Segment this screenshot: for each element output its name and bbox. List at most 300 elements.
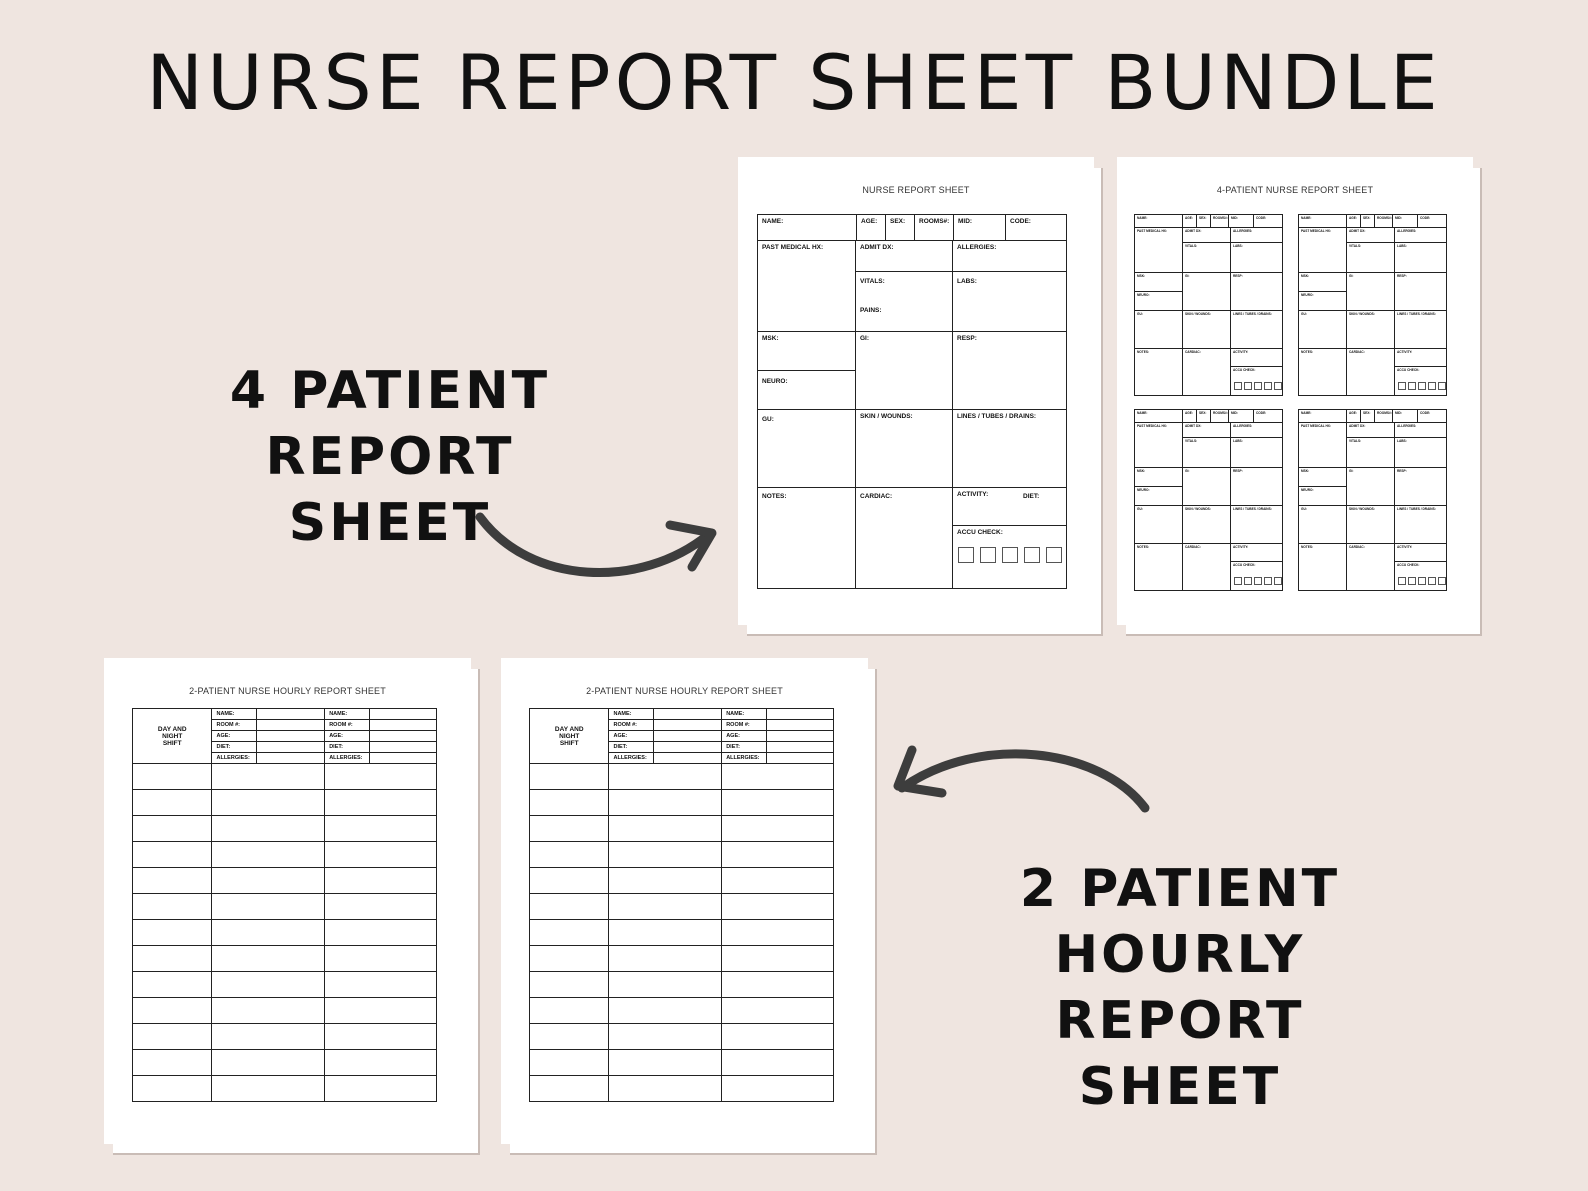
mini-report-grid (1134, 409, 1283, 591)
time-cell (133, 894, 212, 920)
code-cell (1005, 214, 1067, 241)
mini-code-cell: CODE: (1417, 409, 1447, 423)
field-value (654, 742, 722, 753)
table-row (133, 946, 437, 972)
patient-2-cell (722, 920, 834, 946)
mini-cardiac-cell: CARDIAC: (1346, 348, 1395, 396)
mini-gi-cell: GI: (1182, 467, 1231, 506)
table-row (133, 894, 437, 920)
mini-accu-cell: ACCU CHECK: (1230, 366, 1283, 396)
mini-activity-cell: ACTIVITY: (1394, 348, 1447, 367)
mini-admit-cell: ADMIT DX: (1346, 422, 1395, 438)
table-row (530, 1050, 834, 1076)
mini-rooms-cell: ROOMS#: (1374, 214, 1393, 228)
mini-mid-cell: MID: (1392, 214, 1418, 228)
patient-1-cell (609, 998, 722, 1024)
checkbox (1024, 547, 1040, 563)
neuro-cell (757, 370, 856, 410)
caption-2-patient-hourly (920, 856, 1440, 1120)
shift-label: DAY AND NIGHT SHIFT (530, 709, 609, 764)
mini-cardiac-cell: CARDIAC: (1182, 543, 1231, 591)
mini-msk-cell: MSK: (1134, 272, 1183, 292)
field-label: ROOM #: (212, 720, 257, 731)
patient-1-cell (212, 998, 325, 1024)
field-value (654, 709, 722, 720)
field-label: AGE: (609, 731, 654, 742)
hourly-table (529, 708, 834, 1102)
time-cell (133, 1024, 212, 1050)
time-cell (530, 998, 609, 1024)
field-label: ALLERGIES: (325, 753, 370, 764)
field-label: NAME: (609, 709, 654, 720)
mini-activity-cell: ACTIVITY: (1230, 543, 1283, 562)
patient-1-cell (212, 946, 325, 972)
table-row (133, 790, 437, 816)
table-row (133, 1050, 437, 1076)
sheet-title: 2-PATIENT NURSE HOURLY REPORT SHEET (189, 686, 386, 696)
field-label: ALLERGIES: (722, 753, 767, 764)
time-cell (133, 998, 212, 1024)
patient-1-cell (212, 1024, 325, 1050)
table-row (133, 1024, 437, 1050)
sex-cell (885, 214, 915, 241)
patient-1-cell (212, 1050, 325, 1076)
mini-msk-cell: MSK: (1134, 467, 1183, 487)
table-row (530, 894, 834, 920)
field-label: ROOM #: (722, 720, 767, 731)
mini-sex-cell: SEX: (1196, 214, 1211, 228)
mini-labs-cell: LABS: (1230, 437, 1283, 468)
mini-report-grid (1134, 214, 1283, 396)
time-cell (530, 1024, 609, 1050)
table-row (133, 998, 437, 1024)
field-label: AGE: (722, 731, 767, 742)
patient-1-cell (609, 894, 722, 920)
mini-msk-cell: MSK: (1298, 272, 1347, 292)
mini-pmh-cell: PAST MEDICAL HX: (1134, 227, 1183, 273)
nurse-report-sheet (738, 157, 1094, 625)
mini-lines-cell: LINES / TUBES / DRAINS: (1230, 310, 1283, 349)
patient-2-cell (325, 1024, 437, 1050)
table-row (133, 816, 437, 842)
skin-cell (855, 409, 953, 488)
field-value (370, 709, 437, 720)
checkbox (1418, 577, 1426, 585)
patient-1-cell (212, 972, 325, 998)
checkbox (1428, 382, 1436, 390)
table-row (530, 998, 834, 1024)
mini-lines-cell: LINES / TUBES / DRAINS: (1230, 505, 1283, 544)
field-value (654, 720, 722, 731)
patient-1-cell (212, 816, 325, 842)
checkbox (1398, 382, 1406, 390)
checkbox (1234, 577, 1242, 585)
page-title: NURSE REPORT SHEET BUNDLE (146, 38, 1442, 127)
mini-rooms-cell: ROOMS#: (1210, 214, 1229, 228)
patient-1-cell (212, 842, 325, 868)
patient-1-cell (212, 764, 325, 790)
patient-2-cell (722, 868, 834, 894)
field-value (257, 742, 325, 753)
mini-code-cell: CODE: (1417, 214, 1447, 228)
patient-1-cell (609, 972, 722, 998)
mini-skin-cell: SKIN / WOUNDS: (1182, 505, 1231, 544)
field-label: NAME: (722, 709, 767, 720)
field-value (370, 731, 437, 742)
patient-1-cell (609, 868, 722, 894)
shift-label: DAY AND NIGHT SHIFT (133, 709, 212, 764)
patient-2-cell (325, 1050, 437, 1076)
allergies-cell (952, 240, 1067, 272)
time-cell (133, 946, 212, 972)
mini-labs-cell: LABS: (1394, 437, 1447, 468)
field-value (654, 731, 722, 742)
caption-line: HOURLY REPORT (1054, 925, 1306, 1051)
rooms-cell (914, 214, 954, 241)
patient-2-cell (722, 790, 834, 816)
field-value (767, 720, 834, 731)
mini-gi-cell: GI: (1182, 272, 1231, 311)
field-value (257, 753, 325, 764)
time-cell (133, 920, 212, 946)
caption-line: 4 PATIENT REPORT (229, 361, 551, 487)
label: RESP: (957, 335, 977, 342)
patient-2-cell (722, 1076, 834, 1102)
time-cell (133, 868, 212, 894)
field-label: ROOM #: (325, 720, 370, 731)
table-row (133, 920, 437, 946)
checkbox (1408, 382, 1416, 390)
patient-2-cell (325, 894, 437, 920)
field-value (654, 753, 722, 764)
time-cell (530, 1050, 609, 1076)
mini-admit-cell: ADMIT DX: (1182, 422, 1231, 438)
mini-activity-cell: ACTIVITY: (1230, 348, 1283, 367)
field-value (370, 753, 437, 764)
mini-skin-cell: SKIN / WOUNDS: (1346, 505, 1395, 544)
caption-line: 2 PATIENT (1019, 859, 1341, 919)
checkbox (1244, 577, 1252, 585)
admit-cell (855, 240, 953, 272)
mini-age-cell: AGE: (1182, 214, 1197, 228)
patient-1-cell (609, 764, 722, 790)
mini-neuro-cell: NEURO: (1134, 291, 1183, 311)
table-row (530, 1076, 834, 1102)
label: LABS: (957, 278, 977, 285)
mini-name-cell: NAME: (1298, 214, 1347, 228)
mini-name-cell: NAME: (1134, 214, 1183, 228)
mini-msk-cell: MSK: (1298, 467, 1347, 487)
patient-2-cell (325, 790, 437, 816)
patient-1-cell (212, 894, 325, 920)
table-row (530, 946, 834, 972)
field-label: ALLERGIES: (212, 753, 257, 764)
label: SKIN / WOUNDS: (860, 413, 913, 420)
mini-skin-cell: SKIN / WOUNDS: (1346, 310, 1395, 349)
patient-2-cell (722, 998, 834, 1024)
time-cell (530, 816, 609, 842)
field-value (767, 753, 834, 764)
mini-gi-cell: GI: (1346, 467, 1395, 506)
patient-2-cell (325, 868, 437, 894)
time-cell (530, 868, 609, 894)
checkbox (1398, 577, 1406, 585)
table-row (530, 816, 834, 842)
mini-rooms-cell: ROOMS#: (1374, 409, 1393, 423)
caption-line: SHEET (1078, 1057, 1282, 1117)
checkbox (1254, 577, 1262, 585)
patient-2-cell (722, 764, 834, 790)
field-value (767, 709, 834, 720)
patient-2-cell (722, 842, 834, 868)
label: CARDIAC: (860, 493, 893, 500)
four-patient-sheet (1117, 157, 1473, 625)
mini-mid-cell: MID: (1228, 409, 1254, 423)
accu-check-cell (952, 525, 1067, 589)
field-value (767, 742, 834, 753)
mini-vitals-cell: VITALS: (1346, 437, 1395, 468)
field-label: ALLERGIES: (609, 753, 654, 764)
time-cell (133, 1050, 212, 1076)
mini-labs-cell: LABS: (1230, 242, 1283, 273)
time-cell (530, 842, 609, 868)
sheet-title: 2-PATIENT NURSE HOURLY REPORT SHEET (586, 686, 783, 696)
field-label: ROOM #: (609, 720, 654, 731)
mini-lines-cell: LINES / TUBES / DRAINS: (1394, 505, 1447, 544)
time-cell (133, 764, 212, 790)
time-cell (133, 816, 212, 842)
patient-2-cell (722, 894, 834, 920)
mini-code-cell: CODE: (1253, 214, 1283, 228)
patient-2-cell (325, 998, 437, 1024)
field-label: DIET: (212, 742, 257, 753)
patient-2-cell (722, 1050, 834, 1076)
checkbox (1274, 382, 1282, 390)
label: NOTES: (762, 493, 787, 500)
mini-mid-cell: MID: (1392, 409, 1418, 423)
checkbox (958, 547, 974, 563)
checkbox (1274, 577, 1282, 585)
mini-gu-cell: GU: (1134, 505, 1183, 544)
checkbox (1418, 382, 1426, 390)
mini-pmh-cell: PAST MEDICAL HX: (1298, 227, 1347, 273)
resp-cell (952, 331, 1067, 410)
checkbox (1428, 577, 1436, 585)
mini-rooms-cell: ROOMS#: (1210, 409, 1229, 423)
patient-1-cell (609, 790, 722, 816)
mini-notes-cell: NOTES: (1134, 543, 1183, 591)
mini-allergies-cell: ALLERGIES: (1230, 227, 1283, 243)
mini-labs-cell: LABS: (1394, 242, 1447, 273)
mini-name-cell: NAME: (1134, 409, 1183, 423)
time-cell (530, 790, 609, 816)
patient-2-cell (325, 764, 437, 790)
mini-gu-cell: GU: (1134, 310, 1183, 349)
mini-notes-cell: NOTES: (1298, 348, 1347, 396)
time-cell (530, 946, 609, 972)
time-cell (133, 790, 212, 816)
mid-cell (953, 214, 1006, 241)
mini-code-cell: CODE: (1253, 409, 1283, 423)
patient-2-cell (325, 816, 437, 842)
checkbox (1438, 382, 1446, 390)
arrow-right-icon (470, 505, 730, 595)
checkbox (1046, 547, 1062, 563)
field-value (767, 731, 834, 742)
checkbox (1408, 577, 1416, 585)
time-cell (133, 1076, 212, 1102)
patient-2-cell (325, 946, 437, 972)
mini-cardiac-cell: CARDIAC: (1346, 543, 1395, 591)
lines-cell (952, 409, 1067, 488)
mini-age-cell: AGE: (1346, 409, 1361, 423)
label: LINES / TUBES / DRAINS: (957, 413, 1037, 420)
patient-1-cell (609, 1050, 722, 1076)
age-cell (856, 214, 886, 241)
field-label: NAME: (212, 709, 257, 720)
time-cell (133, 972, 212, 998)
patient-1-cell (212, 920, 325, 946)
label: AGE: (861, 218, 878, 225)
patient-2-cell (722, 816, 834, 842)
mini-neuro-cell: NEURO: (1298, 291, 1347, 311)
sheet-title: 4-PATIENT NURSE REPORT SHEET (1216, 185, 1374, 195)
label: SEX: (890, 218, 906, 225)
label: DIET: (1023, 493, 1040, 500)
label: ACCU CHECK: (957, 529, 1003, 536)
mini-resp-cell: RESP: (1394, 467, 1447, 506)
mini-admit-cell: ADMIT DX: (1182, 227, 1231, 243)
mini-skin-cell: SKIN / WOUNDS: (1182, 310, 1231, 349)
gu-cell (757, 409, 856, 488)
patient-2-cell (722, 946, 834, 972)
labs-cell (952, 271, 1067, 332)
patient-1-cell (609, 920, 722, 946)
time-cell (530, 1076, 609, 1102)
pmh-cell (757, 240, 856, 332)
hourly-sheet-1 (104, 658, 471, 1144)
label: GI: (860, 335, 870, 342)
mini-accu-cell: ACCU CHECK: (1394, 366, 1447, 396)
mini-lines-cell: LINES / TUBES / DRAINS: (1394, 310, 1447, 349)
table-row (530, 764, 834, 790)
label: ROOMS#: (919, 218, 950, 225)
field-label: DIET: (609, 742, 654, 753)
mini-gu-cell: GU: (1298, 505, 1347, 544)
label: VITALS: (860, 278, 885, 285)
mini-name-cell: NAME: (1298, 409, 1347, 423)
field-label: AGE: (212, 731, 257, 742)
mini-resp-cell: RESP: (1230, 272, 1283, 311)
name-cell (757, 214, 857, 241)
field-label: AGE: (325, 731, 370, 742)
caption-line: SHEET (288, 493, 492, 553)
table-row (133, 1076, 437, 1102)
field-label: DIET: (325, 742, 370, 753)
time-cell (530, 764, 609, 790)
checkbox (1244, 382, 1252, 390)
table-row (133, 842, 437, 868)
checkbox (1264, 577, 1272, 585)
patient-1-cell (212, 790, 325, 816)
notes-cell (757, 487, 856, 589)
table-row (530, 842, 834, 868)
label: PAST MEDICAL HX: (762, 244, 824, 251)
mini-neuro-cell: NEURO: (1298, 486, 1347, 506)
mini-pmh-cell: PAST MEDICAL HX: (1134, 422, 1183, 468)
label: MID: (958, 218, 973, 225)
table-row (530, 868, 834, 894)
mini-neuro-cell: NEURO: (1134, 486, 1183, 506)
table-row (530, 920, 834, 946)
mini-gi-cell: GI: (1346, 272, 1395, 311)
mini-sex-cell: SEX: (1360, 214, 1375, 228)
mini-age-cell: AGE: (1346, 214, 1361, 228)
label: ADMIT DX: (860, 244, 894, 251)
mini-notes-cell: NOTES: (1298, 543, 1347, 591)
mini-activity-cell: ACTIVITY: (1394, 543, 1447, 562)
time-cell (530, 894, 609, 920)
arrow-left-icon (890, 738, 1150, 818)
patient-2-cell (325, 1076, 437, 1102)
table-row (530, 972, 834, 998)
table-row (133, 868, 437, 894)
hourly-table (132, 708, 437, 1102)
time-cell (530, 920, 609, 946)
mini-report-grid (1298, 214, 1447, 396)
mini-notes-cell: NOTES: (1134, 348, 1183, 396)
patient-2-cell (325, 920, 437, 946)
mini-admit-cell: ADMIT DX: (1346, 227, 1395, 243)
field-label: NAME: (325, 709, 370, 720)
field-value (257, 731, 325, 742)
mini-report-grid (1298, 409, 1447, 591)
label: GU: (762, 416, 774, 423)
patient-2-cell (325, 842, 437, 868)
mini-cardiac-cell: CARDIAC: (1182, 348, 1231, 396)
patient-1-cell (609, 1076, 722, 1102)
mini-allergies-cell: ALLERGIES: (1394, 422, 1447, 438)
mini-gu-cell: GU: (1298, 310, 1347, 349)
vitals-cell (855, 271, 953, 332)
patient-2-cell (722, 972, 834, 998)
patient-1-cell (609, 946, 722, 972)
table-row (133, 764, 437, 790)
mini-accu-cell: ACCU CHECK: (1230, 561, 1283, 591)
patient-1-cell (212, 868, 325, 894)
field-value (257, 720, 325, 731)
label: PAINS: (860, 307, 882, 315)
checkbox (1002, 547, 1018, 563)
label: CODE: (1010, 218, 1031, 225)
mini-vitals-cell: VITALS: (1182, 242, 1231, 273)
checkbox (1254, 382, 1262, 390)
table-row (530, 790, 834, 816)
table-row (133, 972, 437, 998)
mini-sex-cell: SEX: (1360, 409, 1375, 423)
mini-accu-cell: ACCU CHECK: (1394, 561, 1447, 591)
cardiac-cell (855, 487, 953, 589)
mini-vitals-cell: VITALS: (1182, 437, 1231, 468)
checkbox (980, 547, 996, 563)
mini-resp-cell: RESP: (1394, 272, 1447, 311)
field-value (370, 720, 437, 731)
patient-1-cell (609, 1024, 722, 1050)
checkbox (1264, 382, 1272, 390)
label: MSK: (762, 335, 779, 342)
patient-2-cell (722, 1024, 834, 1050)
field-label: DIET: (722, 742, 767, 753)
